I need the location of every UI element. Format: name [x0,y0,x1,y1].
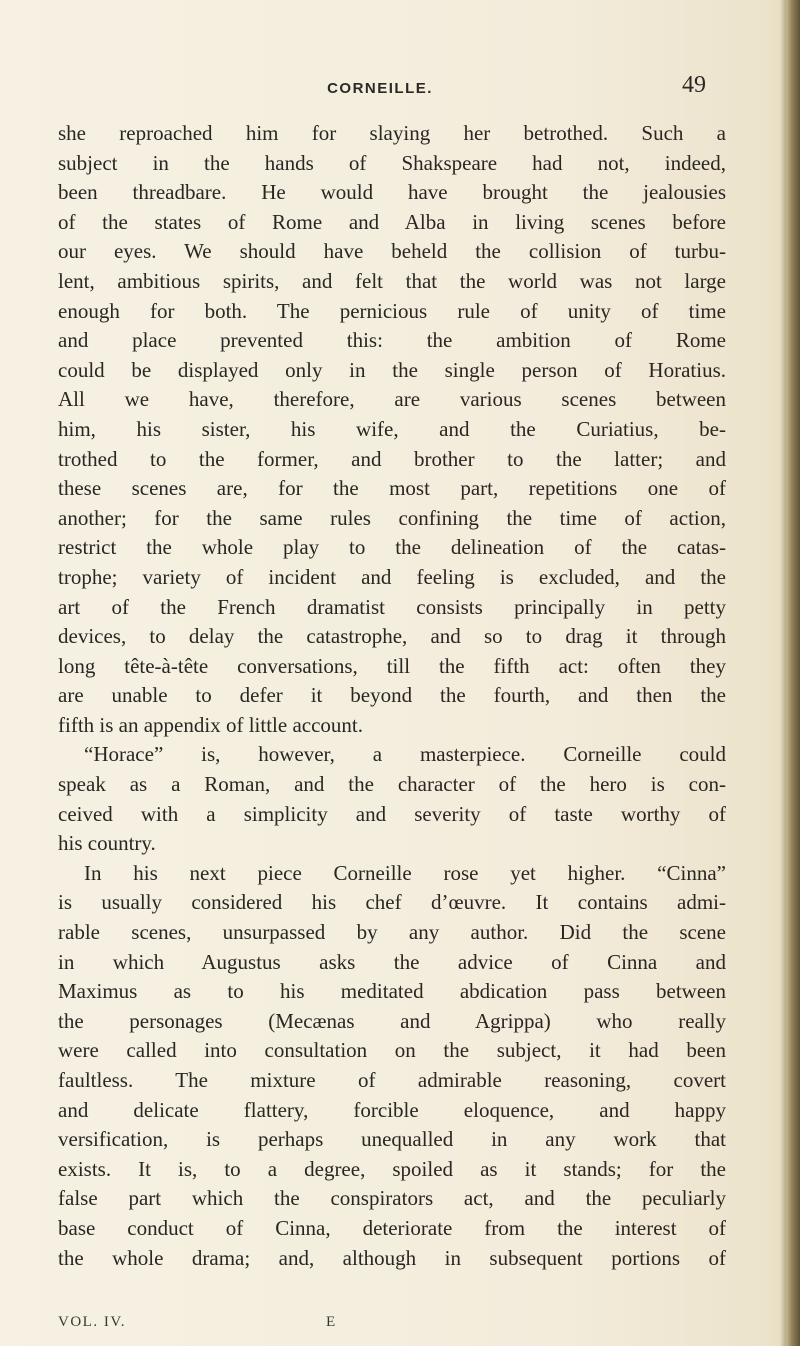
text-line: Maximus as to his meditated abdication pass between [58,979,726,1004]
running-head: CORNEILLE. [327,80,433,97]
text-line: trophe; variety of incident and feeling is excluded, and the [58,564,726,589]
text-line: exists. It is, to a degree, spoiled as it stands; for the [58,1156,726,1181]
text-line: and place prevented this: the ambition of Rome [58,328,726,353]
text-line: In his next piece Corneille rose yet higher. “Cinna” [84,860,726,885]
book-spine-edge [786,0,800,1346]
text-line: another; for the same rules confining the time of action, [58,505,726,530]
text-line: fifth is an appendix of little account. [58,712,363,737]
body-text [58,119,726,1273]
text-line: false part which the conspirators act, and the peculiarly [58,1186,726,1211]
text-line: speak as a Roman, and the character of the hero is con- [58,772,726,797]
text-line: his country. [58,831,156,856]
text-line: are unable to defer it beyond the fourth, and then the [58,683,726,708]
text-line: versification, is perhaps unequalled in any work that [58,1127,726,1152]
text-line: trothed to the former, and brother to the latter; and [58,446,726,471]
text-line: enough for both. The pernicious rule of unity of time [58,298,726,323]
text-line: base conduct of Cinna, deteriorate from the interest of [58,1215,726,1240]
text-line: long tête-à-tête conversations, till the fifth act: often they [58,653,726,678]
text-line: the personages (Mecænas and Agrippa) who really [58,1008,726,1033]
text-line: been threadbare. He would have brought the jealousies [58,180,726,205]
text-line: the whole drama; and, although in subsequent portions of [58,1245,726,1270]
text-line: faultless. The mixture of admirable reasoning, covert [58,1068,726,1092]
page-header [0,72,800,112]
text-line: could be displayed only in the single person of Horatius. [58,357,726,382]
text-line: these scenes are, for the most part, repetitions one of [58,476,726,501]
text-line: and delicate flattery, forcible eloquence, and happy [58,1097,726,1122]
signature-mark: E [326,1314,336,1330]
text-line: is usually considered his chef d’œuvre. It contains admi- [58,890,726,915]
text-line: art of the French dramatist consists principally in petty [58,594,726,619]
text-line: were called into consultation on the subject, it had been [58,1038,726,1063]
text-line: lent, ambitious spirits, and felt that the world was not large [58,268,726,293]
text-line: in which Augustus asks the advice of Cinna and [58,949,726,974]
text-line: she reproached him for slaying her betrothed. Such a [58,121,726,145]
text-line: All we have, therefore, are various scenes between [58,387,726,412]
volume-marker: VOL. IV. [58,1314,126,1330]
page-number: 49 [682,72,706,98]
text-line: ceived with a simplicity and severity of taste worthy of [58,801,726,826]
text-line: rable scenes, unsurpassed by any author. Did the scene [58,920,726,945]
text-line: restrict the whole play to the delineation of the catas- [58,535,726,560]
text-line: him, his sister, his wife, and the Curiatius, be- [58,416,726,441]
text-line: of the states of Rome and Alba in living scenes before [58,209,726,234]
page-footer [58,1314,658,1338]
text-line: devices, to delay the catastrophe, and so to drag it through [58,624,726,649]
text-line: our eyes. We should have beheld the collision of turbu- [58,239,726,264]
text-line: subject in the hands of Shakspeare had not, indeed, [58,150,726,175]
text-line: “Horace” is, however, a masterpiece. Corneille could [84,742,726,767]
